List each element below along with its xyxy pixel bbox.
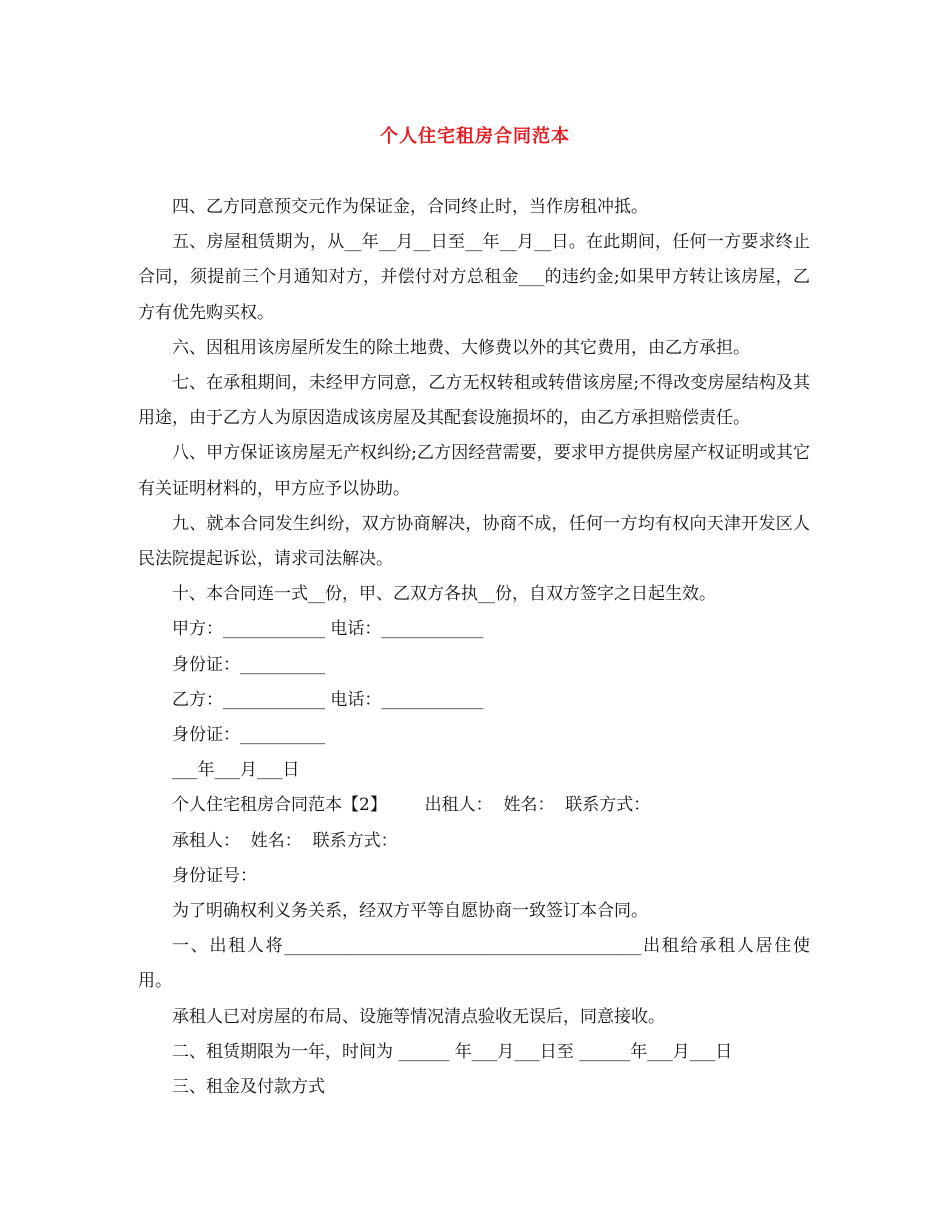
tenant-info-line: 承租人： 姓名： 联系方式： xyxy=(172,830,398,851)
clause-5: 五、房屋租赁期为，从__年__月__日至__年__月__日。在此期间，任何一方要求终止合同，须提前三个月通知对方，并偿付对方总租金___的违约金;如果甲方转让该房屋，乙方有优先购买权。 xyxy=(138,232,810,323)
party-b-signature-line: 乙方：____________ 电话：____________ xyxy=(172,689,484,710)
clause-6: 六、因租用该房屋所发生的除土地费、大修费以外的其它费用，由乙方承担。 xyxy=(172,337,750,358)
clause-10: 十、本合同连一式__份，甲、乙双方各执__份，自双方签字之日起生效。 xyxy=(172,584,716,605)
clause-7: 七、在承租期间，未经甲方同意，乙方无权转租或转借该房屋;不得改变房屋结构及其用途，由于乙方人为原因造成该房屋及其配套设施损坏的，由乙方承担赔偿责任。 xyxy=(138,373,810,429)
party-a-id-line: 身份证：__________ xyxy=(172,654,325,675)
id-number-line: 身份证号： xyxy=(172,865,257,886)
document-body xyxy=(138,190,810,1105)
acceptance-statement: 承租人已对房屋的布局、设施等情况清点验收无误后，同意接收。 xyxy=(172,1006,665,1027)
clause-8: 八、甲方保证该房屋无产权纠纷;乙方因经营需要，要求甲方提供房屋产权证明或其它有关证明材料的，甲方应予以协助。 xyxy=(138,443,810,499)
second-template-heading: 个人住宅租房合同范本【2】 出租人： 姓名： 联系方式： xyxy=(172,795,651,816)
agreement-intro: 为了明确权利义务关系，经双方平等自愿协商一致签订本合同。 xyxy=(172,901,648,922)
article-3: 三、租金及付款方式 xyxy=(172,1077,325,1098)
party-a-signature-line: 甲方：____________ 电话：____________ xyxy=(172,619,484,640)
date-line: ___年___月___日 xyxy=(172,760,300,781)
clause-9: 九、就本合同发生纠纷，双方协商解决，协商不成，任何一方均有权向天津开发区人民法院提起诉讼，请求司法解决。 xyxy=(138,513,810,570)
clause-4: 四、乙方同意预交元作为保证金，合同终止时，当作房租冲抵。 xyxy=(172,197,648,217)
document-title: 个人住宅租房合同范本 xyxy=(380,126,570,147)
party-b-id-line: 身份证：__________ xyxy=(172,725,325,746)
article-2: 二、租赁期限为一年，时间为 ______ 年___月___日至 ______年___月___日 xyxy=(172,1041,733,1062)
article-1: 一、出租人将__________________________________________出租给承租人居住使用。 xyxy=(138,936,810,992)
